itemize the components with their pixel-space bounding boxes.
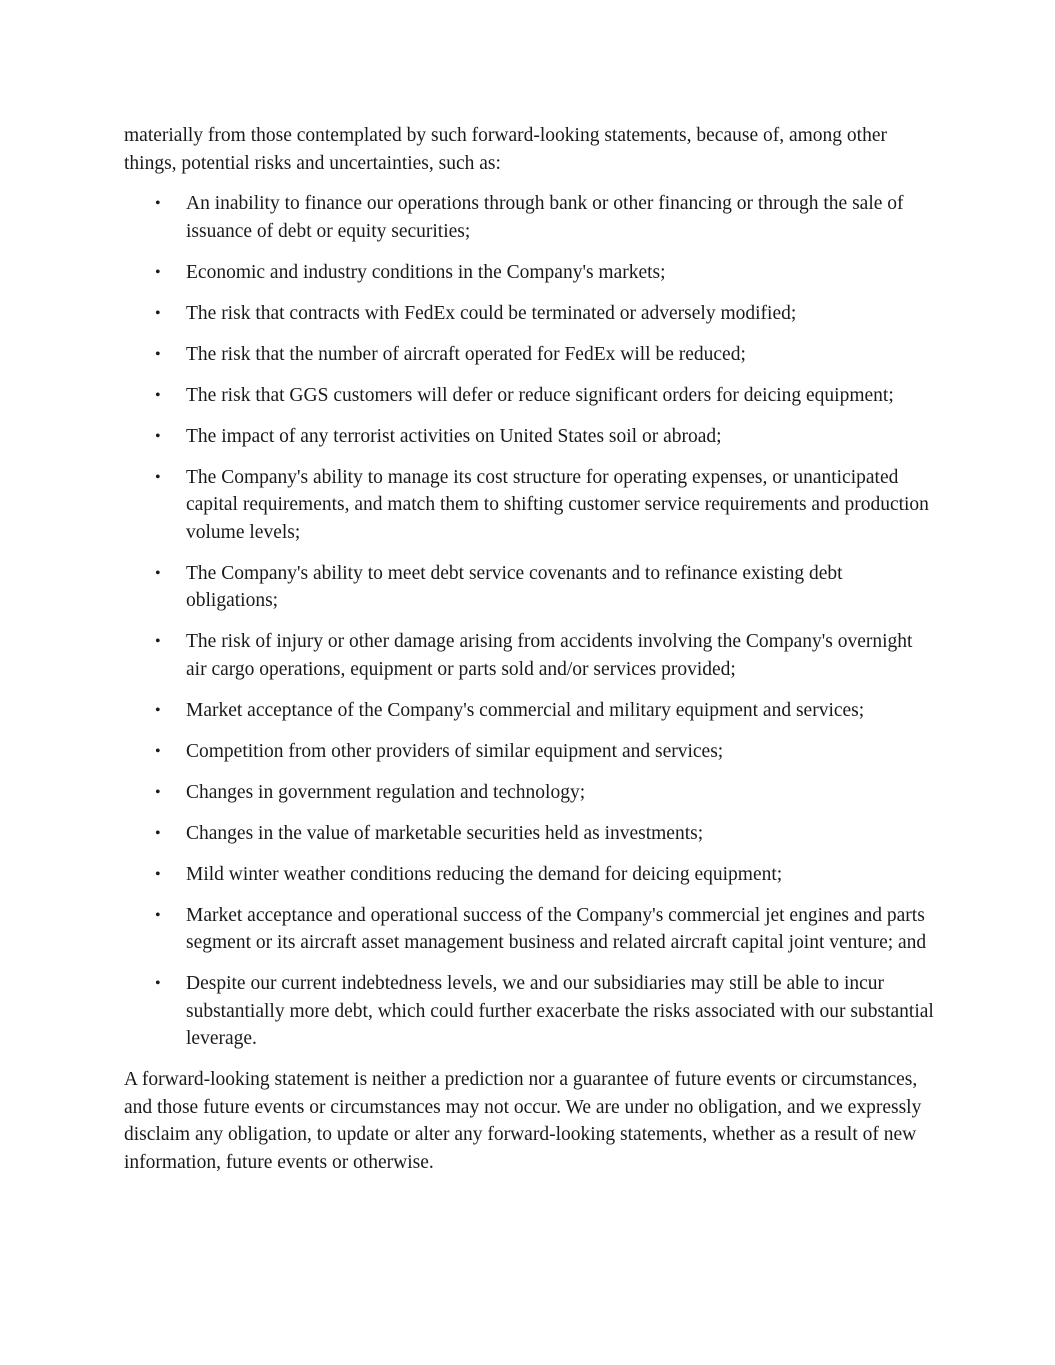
list-item-text: Changes in government regulation and technology; — [186, 781, 586, 803]
list-item-text: Market acceptance and operational success of the Company's commercial jet engines and parts segment or its aircraft asset management business and related aircraft capital joint venture; and — [186, 904, 927, 953]
list-item — [124, 464, 934, 547]
bullet-icon: • — [155, 195, 161, 212]
intro-paragraph: materially from those contemplated by such forward-looking statements, because of, among other things, potential risks and uncertainties, such as: — [124, 125, 887, 174]
list-item-text: The risk that GGS customers will defer or reduce significant orders for deicing equipment; — [186, 384, 894, 406]
list-item-text: The risk of injury or other damage arising from accidents involving the Company's overnight air cargo operations, equipment or parts sold and/or services provided; — [186, 631, 913, 680]
bullet-icon: • — [155, 345, 161, 363]
document-page — [124, 122, 934, 1176]
list-item-text: The risk that the number of aircraft operated for FedEx will be reduced; — [186, 343, 746, 365]
list-item-text: Competition from other providers of similar equipment and services; — [186, 740, 724, 762]
bullet-icon: • — [155, 865, 161, 883]
list-item-text: The impact of any terrorist activities on United States soil or abroad; — [186, 425, 722, 447]
bullet-icon: • — [155, 633, 161, 650]
list-item — [124, 861, 934, 889]
bullet-icon: • — [155, 975, 161, 992]
list-item — [124, 190, 934, 245]
bullet-icon: • — [155, 783, 161, 801]
risk-factors-list — [124, 190, 934, 1053]
list-item — [124, 259, 934, 287]
list-item — [124, 779, 934, 807]
list-item — [124, 902, 934, 957]
list-item — [124, 970, 934, 1053]
list-item-text: Mild winter weather conditions reducing the demand for deicing equipment; — [186, 863, 783, 885]
bullet-icon: • — [155, 468, 161, 486]
list-item-text: The Company's ability to manage its cost structure for operating expenses, or unanticipated capital requirements, and match them to shifting customer service requirements and production volume levels; — [186, 466, 929, 543]
bullet-icon: • — [155, 263, 161, 281]
closing-paragraph: A forward-looking statement is neither a prediction nor a guarantee of future events or circumstances, and those future events or circumstances may not occur. We are under no obligation, and we expressly disclaim any obligation, to update or alter any forward-looking statements, whether as a result of new information, future events or otherwise. — [124, 1069, 922, 1173]
bullet-icon: • — [155, 824, 161, 842]
list-item — [124, 382, 934, 410]
bullet-icon: • — [155, 304, 161, 322]
list-item — [124, 560, 934, 615]
list-item — [124, 423, 934, 451]
bullet-icon: • — [155, 906, 161, 924]
list-item-text: Economic and industry conditions in the Company's markets; — [186, 261, 666, 283]
list-item-text: The Company's ability to meet debt service covenants and to refinance existing debt obligations; — [186, 562, 843, 611]
list-item-text: Changes in the value of marketable securities held as investments; — [186, 822, 704, 844]
list-item — [124, 300, 934, 328]
list-item-text: Market acceptance of the Company's commercial and military equipment and services; — [186, 699, 865, 721]
list-item — [124, 697, 934, 725]
list-item — [124, 341, 934, 369]
list-item — [124, 738, 934, 766]
list-item — [124, 628, 934, 683]
bullet-icon: • — [155, 386, 161, 404]
bullet-icon: • — [155, 427, 161, 445]
list-item — [124, 820, 934, 848]
list-item-text: An inability to finance our operations through bank or other financing or through the sale of issuance of debt or equity securities; — [186, 193, 904, 242]
bullet-icon: • — [155, 564, 161, 582]
list-item-text: The risk that contracts with FedEx could be terminated or adversely modified; — [186, 302, 797, 324]
bullet-icon: • — [155, 701, 161, 719]
bullet-icon: • — [155, 742, 161, 760]
list-item-text: Despite our current indebtedness levels, we and our subsidiaries may still be able to incur substantially more debt, which could further exacerbate the risks associated with our substantial leverage. — [186, 973, 934, 1049]
